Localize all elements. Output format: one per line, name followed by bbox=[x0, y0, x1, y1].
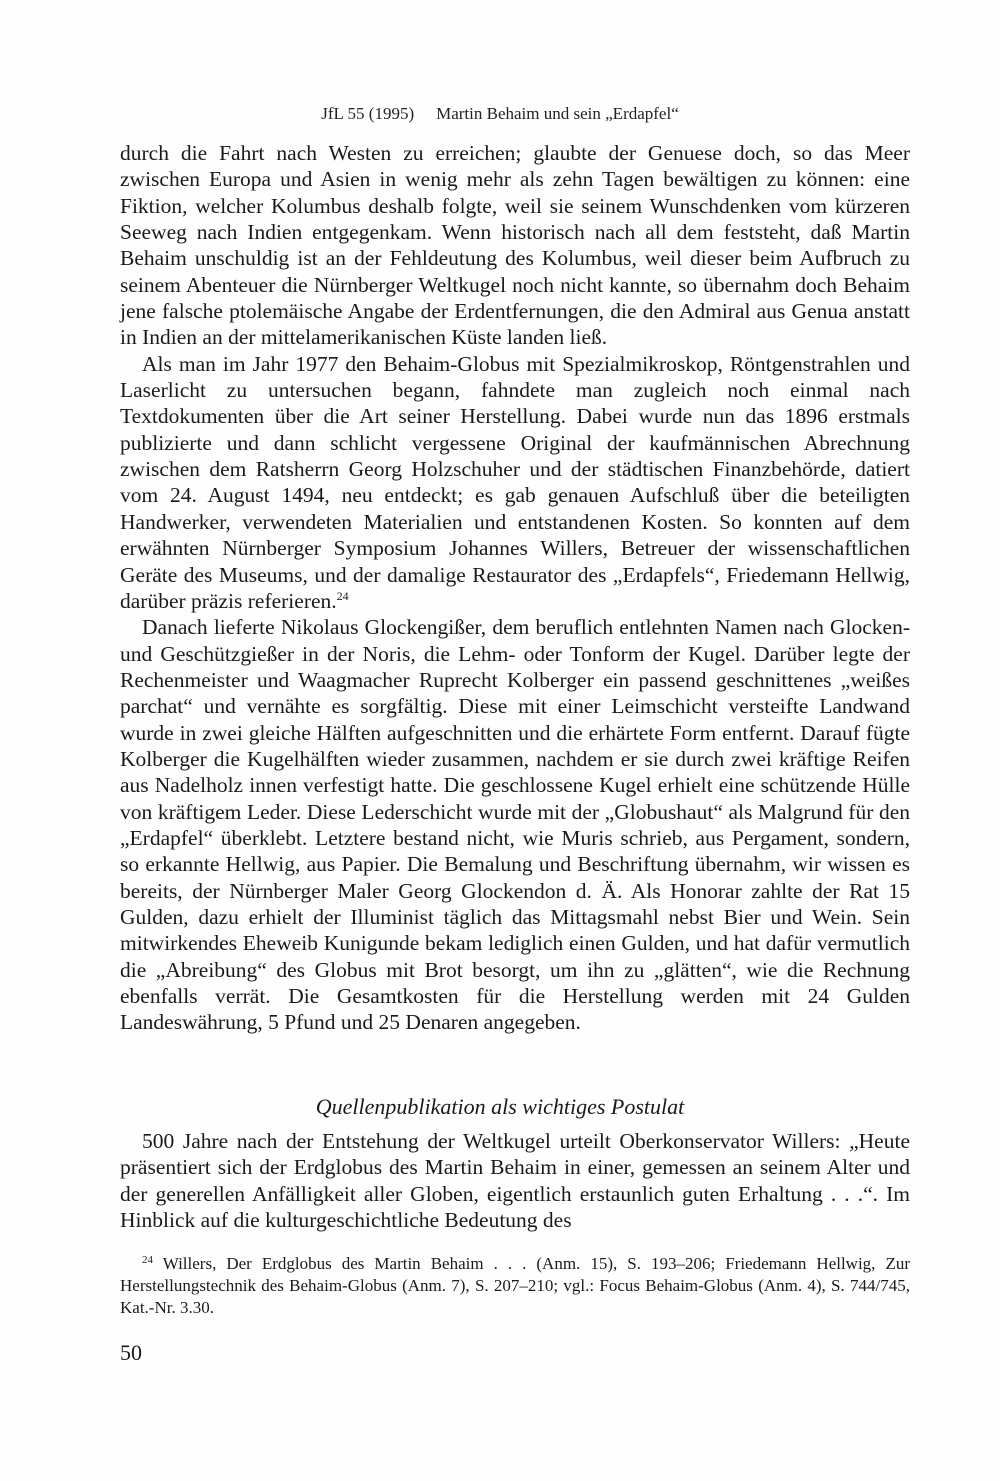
footnote-text: Willers, Der Erdglobus des Martin Behaim . . . (Anm. 15), S. 193–206; Friedemann Hellwig, Zur Herstellungstechnik des Behaim-Globus (Anm. 7), S. 207–210; vgl.: Focus Behaim-Globus (Anm. 4), S. 744/745, Kat.-Nr. 3.30. bbox=[120, 1254, 910, 1317]
main-text-continued bbox=[120, 1128, 910, 1233]
footnote-number: 24 bbox=[142, 1254, 153, 1266]
paragraph-2 bbox=[120, 351, 910, 614]
page-number: 50 bbox=[120, 1340, 142, 1365]
paragraph-3 bbox=[120, 614, 910, 1036]
paragraph-2-text: Als man im Jahr 1977 den Behaim-Globus mit Spezialmikroskop, Röntgenstrahlen und Laserlicht zu untersuchen begann, fahndete man zugleich noch einmal nach Textdokumenten über die Art seiner Herstellung. Dabei wurde nun das 1896 erstmals publizierte und dann schlicht vergessene Original der kaufmännischen Abrechnung zwischen dem Ratsherrn Georg Holzschuher und der städtischen Finanzbehörde, datiert vom 24. August 1494, neu entdeckt; es gab genauen Aufschluß über die beteiligten Handwerker, verwendeten Materialien und entstandenen Kosten. So konnten auf dem erwähnten Nürnberger Symposium Johannes Willers, Betreuer der wissenschaftlichen Geräte des Museums, und der damalige Restaurator des „Erdapfels“, Friedemann Hellwig, darüber präzis referieren. bbox=[120, 351, 910, 613]
running-header bbox=[0, 104, 1000, 124]
paragraph-1 bbox=[120, 140, 910, 351]
footnote bbox=[120, 1253, 910, 1319]
section-heading: Quellenpublikation als wichtiges Postulat bbox=[315, 1094, 685, 1119]
paragraph-1-text: durch die Fahrt nach Westen zu erreichen; glaubte der Genuese doch, so das Meer zwischen Europa und Asien in wenig mehr als zehn Tagen bewältigen zu können: eine Fiktion, welcher Kolumbus deshalb folgte, weil sie seinem Wunschdenken vom kürzeren Seeweg nach Indien entgegenkam. Wenn historisch nach all dem feststeht, daß Martin Behaim unschuldig ist an der Fehldeutung des Kolumbus, weil dieser beim Aufbruch zu seinem Abenteuer die Nürnberger Weltkugel noch nicht kannte, so übernahm doch Behaim jene falsche ptolemäische Angabe der Erdentfernungen, die den Admiral aus Genua anstatt in Indien an der mittelamerikanischen Küste landen ließ. bbox=[120, 141, 910, 350]
main-text bbox=[120, 140, 910, 1036]
paragraph-3-text: Danach lieferte Nikolaus Glockengißer, dem beruflich entlehnten Namen nach Glocken- und Geschützgießer in der Noris, die Lehm- oder Tonform der Kugel. Darüber legte der Rechenmeister und Waagmacher Ruprecht Kolberger ein passend geschnittenes „weißes parchat“ und vernähte es sorgfältig. Diese mit einer Leimschicht versteifte Landwand wurde in zwei gleiche Hälften aufgeschnitten und die erhärtete Form entfernt. Darauf fügte Kolberger die Kugelhälften wieder zusammen, nachdem er sie durch zwei kräftige Reifen aus Nadelholz innen verfestigt hatte. Die geschlossene Kugel erhielt eine schützende Hülle von kräftigem Leder. Diese Lederschicht wurde mit der „Globushaut“ als Malgrund für den „Erdapfel“ überklebt. Letztere bestand nicht, wie Muris schrieb, aus Pergament, sondern, so erkannte Hellwig, aus Papier. Die Bemalung und Beschriftung übernahm, wir wissen es bereits, der Nürnberger Maler Georg Glockendon d. Ä. Als Honorar zahlte der Rat 15 Gulden, dazu erhielt der Illuminist täglich das Mittagsmahl nebst Bier und Wein. Sein mitwirkendes Eheweib Kunigunde bekam lediglich einen Gulden, und hat dafür vermutlich die „Abreibung“ des Globus mit Brot besorgt, um ihn zu „glätten“, wie die Rechnung ebenfalls verrät. Die Gesamtkosten für die Herstellung werden mit 24 Gulden Landeswährung, 5 Pfund und 25 Denaren angegeben. bbox=[120, 615, 910, 1035]
running-title: Martin Behaim und sein „Erdapfel“ bbox=[436, 104, 679, 123]
paragraph-4: 500 Jahre nach der Entstehung der Weltkugel urteilt Oberkonservator Willers: „Heute präsentiert sich der Erdglobus des Martin Behaim in einer, gemessen an seinem Alter und der generellen Anfälligkeit aller Globen, eigentlich erstaunlich guten Erhaltung . . .“. Im Hinblick auf die kulturgeschichtliche Bedeutung des bbox=[120, 1129, 910, 1233]
footnote-reference: 24 bbox=[336, 588, 349, 603]
journal-reference: JfL 55 (1995) bbox=[321, 104, 415, 123]
